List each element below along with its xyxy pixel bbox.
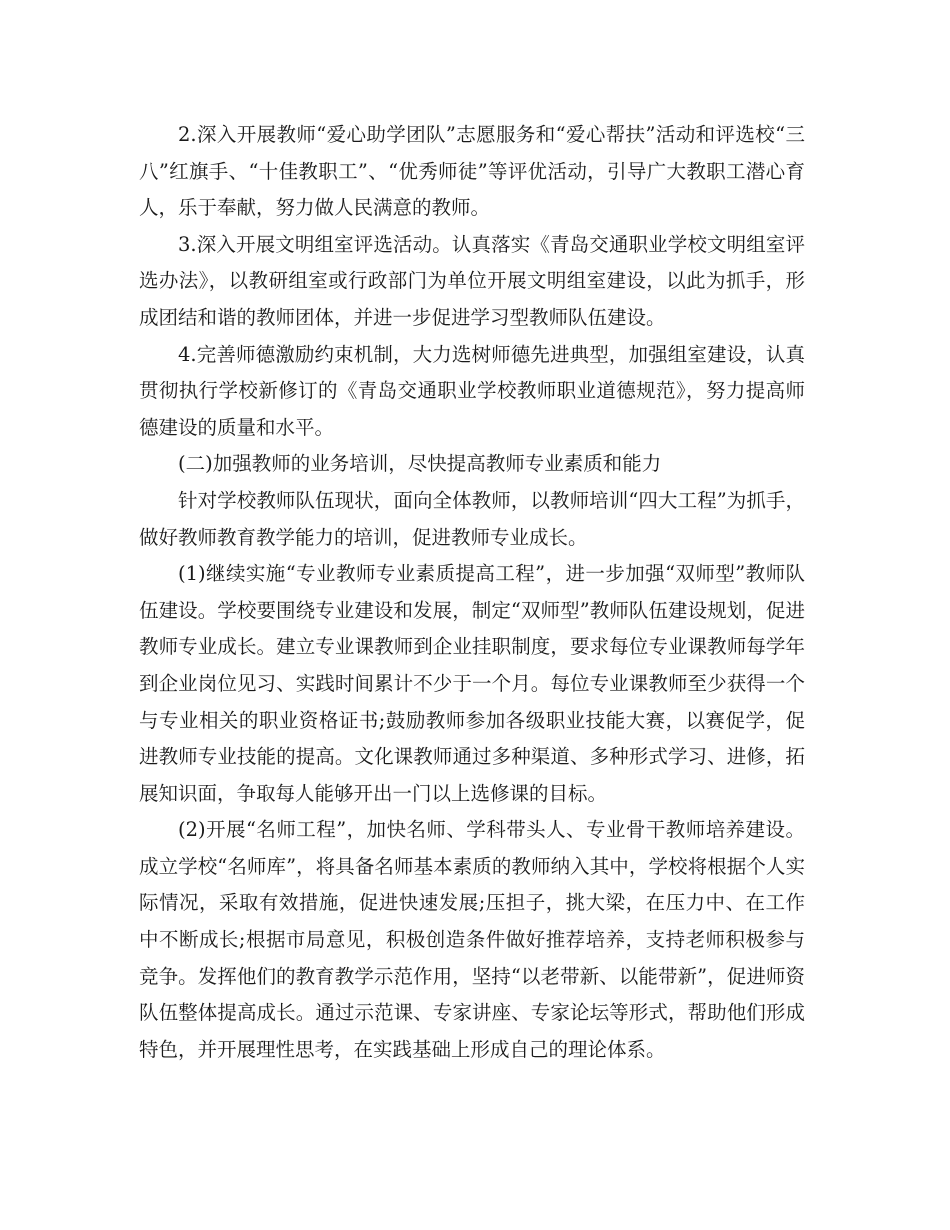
section-heading-training: (二)加强教师的业务培训，尽快提高教师专业素质和能力 [178,452,662,476]
paragraph-famous-teacher: (2)开展“名师工程”，加快名师、学科带头人、专业骨干教师培养建设。成立学校“名师库”，将具备名师基本素质的教师纳入其中，学校将根据个人实际情况，采取有效措施，促进快速发展;压担子，挑大梁，在压力中、在工作中不断成长;根据市局意见，积极创造条件做好推荐培养，支持老师积极参与竞争。发挥他们的教育教学示范作用，坚持“以老带新、以能带新”，促进师资队伍整体提高成长。通过示范课、专家讲座、专家论坛等形式，帮助他们形成特色，并开展理性思考，在实践基础上形成自己的理论体系。 [139,818,805,1061]
paragraph-dual-teacher: (1)继续实施“专业教师专业素质提高工程”，进一步加强“双师型”教师队伍建设。学校要围绕专业建设和发展，制定“双师型”教师队伍建设规划，促进教师专业成长。建立专业课教师到企业挂职制度，要求每位专业课教师每学年到企业岗位见习、实践时间累计不少于一个月。每位专业课教师至少获得一个与专业相关的职业资格证书;鼓励教师参加各级职业技能大赛，以赛促学，促进教师专业技能的提高。文化课教师通过多种渠道、多种形式学习、进修，拓展知识面，争取每人能够开出一门以上选修课的目标。 [139,562,805,805]
paragraph-civilized-office: 3.深入开展文明组室评选活动。认真落实《青岛交通职业学校文明组室评选办法》，以教研组室或行政部门为单位开展文明组室建设，以此为抓手，形成团结和谐的教师团体，并进一步促进学习型教师队伍建设。 [139,232,805,329]
paragraph-four-projects: 针对学校教师队伍现状，面向全体教师，以教师培训“四大工程”为抓手，做好教师教育教学能力的培训，促进教师专业成长。 [139,488,805,549]
document-body [139,117,805,1068]
paragraph-volunteer-service: 2.深入开展教师“爱心助学团队”志愿服务和“爱心帮扶”活动和评选校“三八”红旗手、“十佳教职工”、“优秀师徒”等评优活动，引导广大教职工潜心育人，乐于奉献，努力做人民满意的教师。 [139,123,805,220]
paragraph-ethics-mechanism: 4.完善师德激励约束机制，大力选树师德先进典型，加强组室建设，认真贯彻执行学校新修订的《青岛交通职业学校教师职业道德规范》，努力提高师德建设的质量和水平。 [139,342,805,439]
